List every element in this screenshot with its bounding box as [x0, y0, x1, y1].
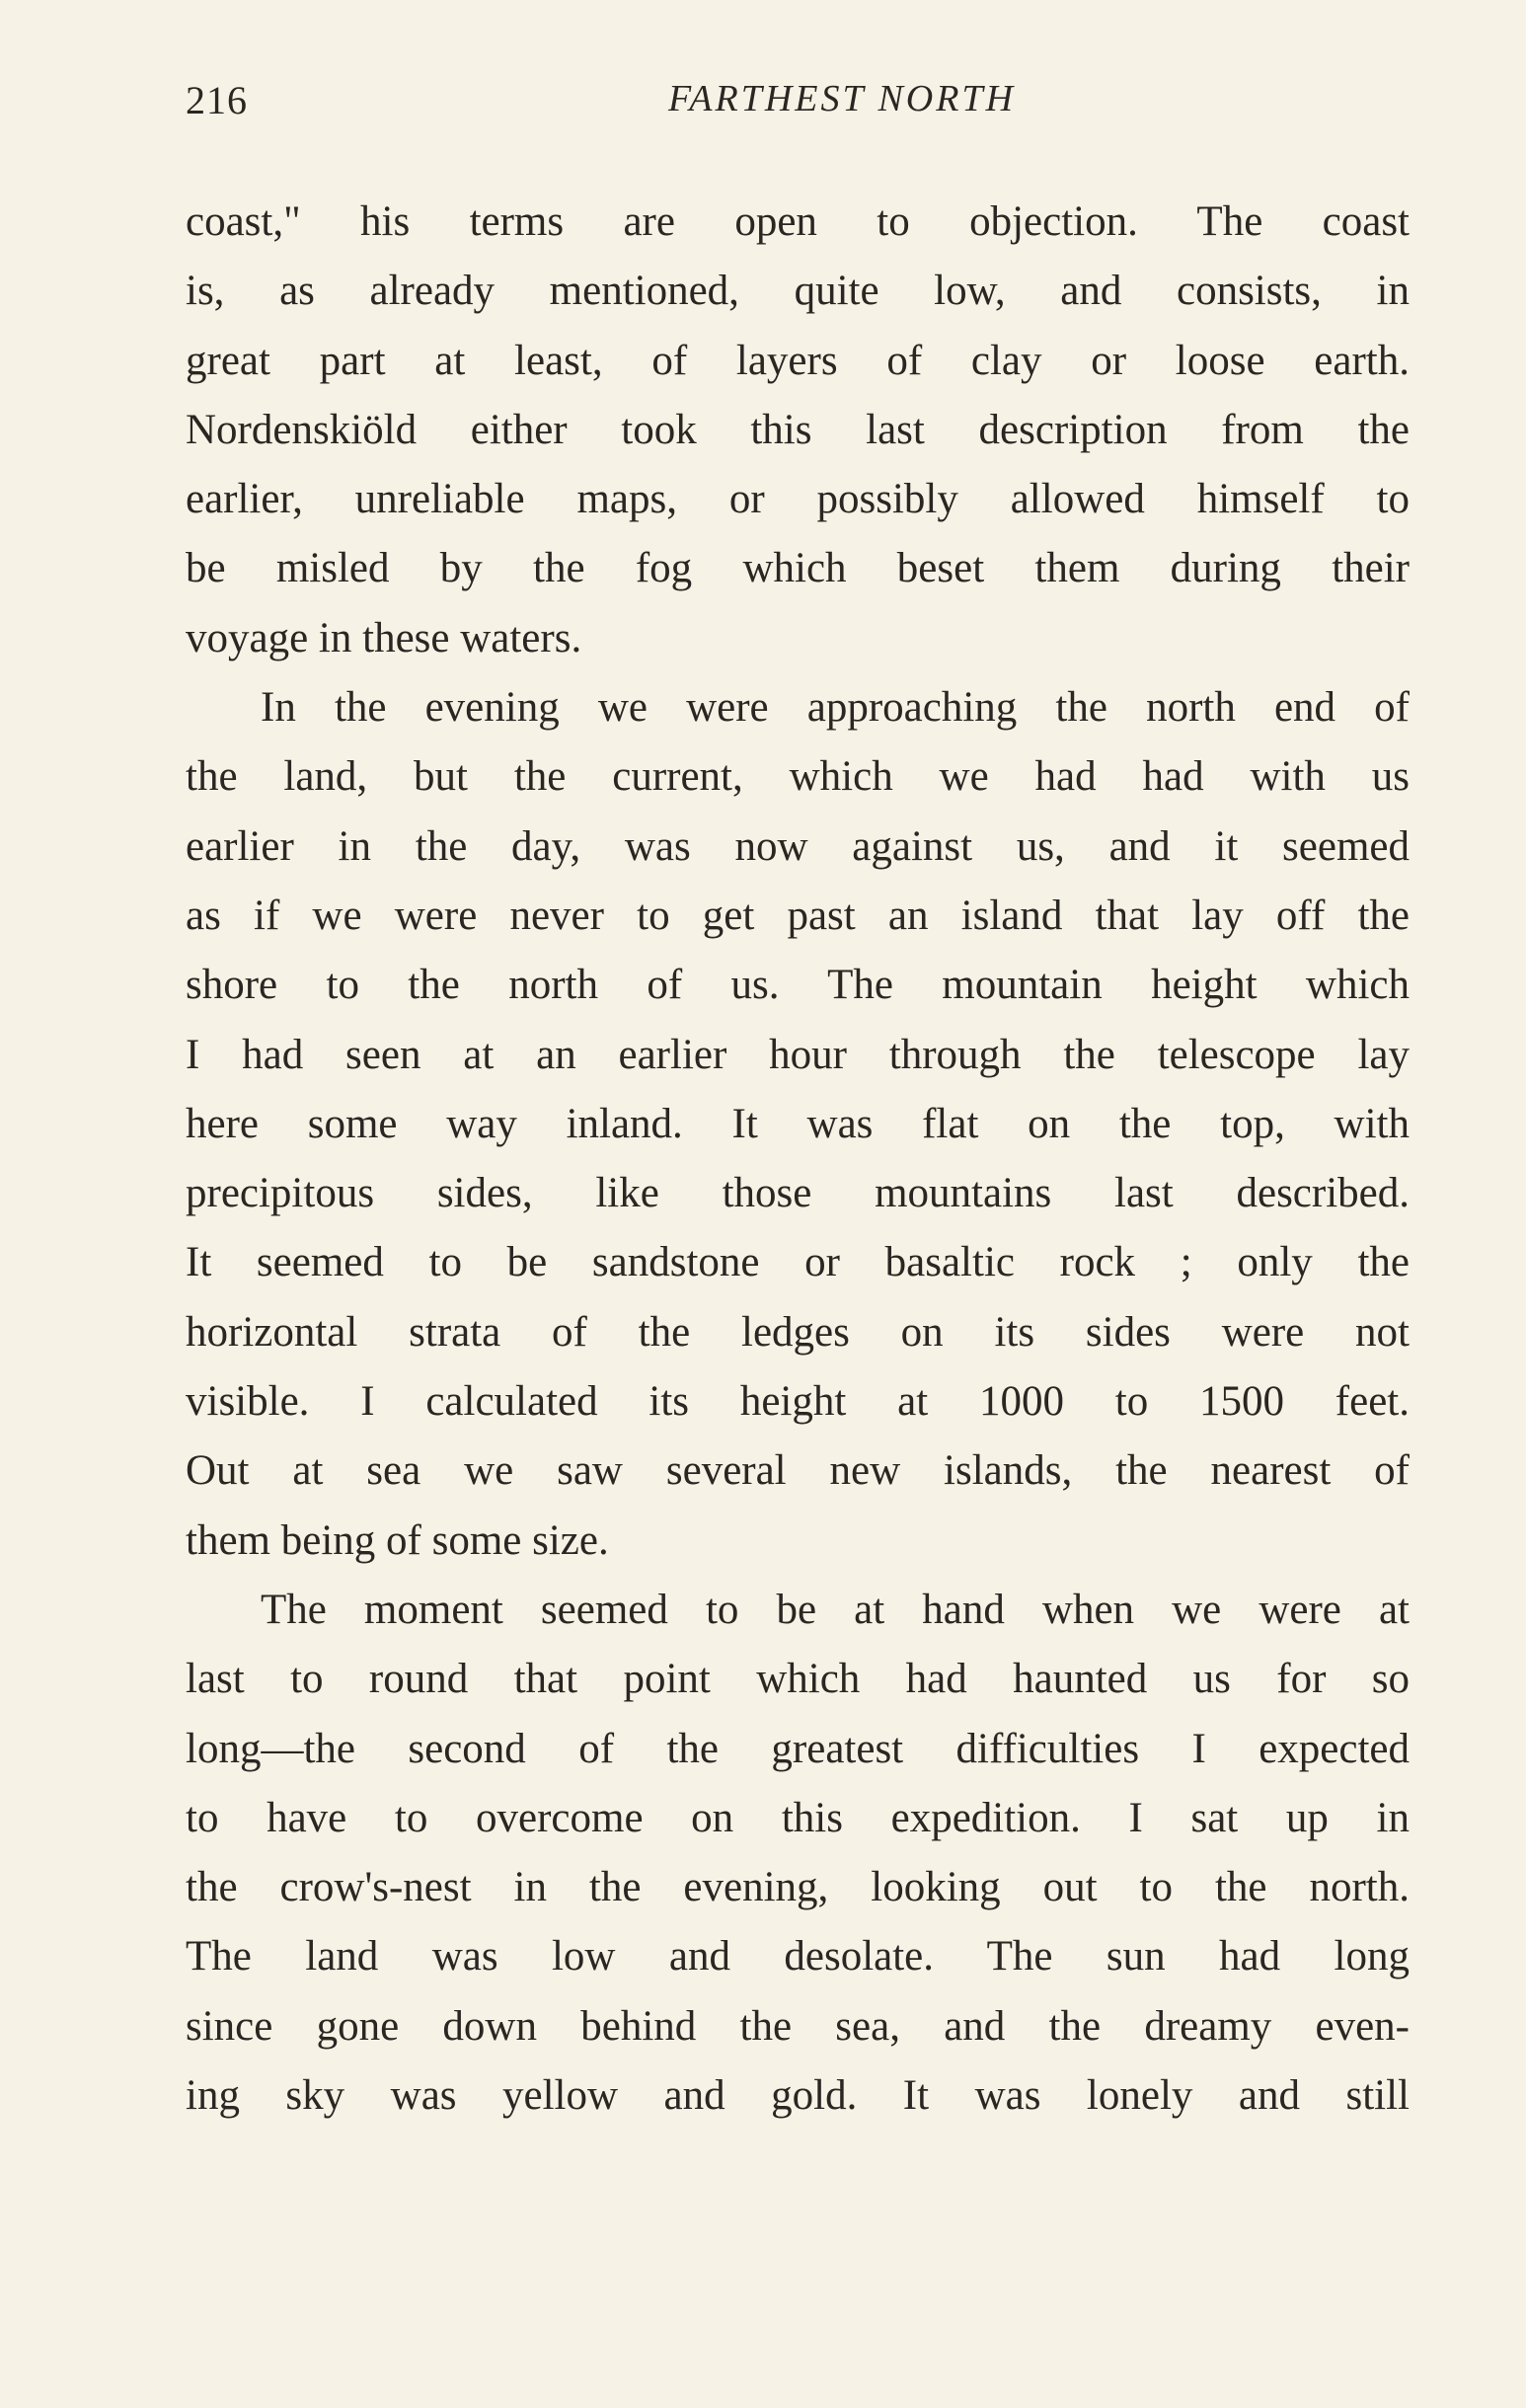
text-line: last to round that point which had haunted us for so [186, 1656, 1410, 1703]
text-line: since gone down behind the sea, and the dreamy even- [186, 2002, 1410, 2050]
running-head [186, 77, 1410, 136]
text-line: The land was low and desolate. The sun had long [186, 1933, 1410, 1981]
text-line: ing sky was yellow and gold. It was lonely and still [186, 2072, 1410, 2120]
text-line: as if we were never to get past an island that lay off the [186, 892, 1410, 939]
text-line: earlier in the day, was now against us, and it seemed [186, 822, 1410, 870]
text-line: It seemed to be sandstone or basaltic rock ; only the [186, 1239, 1410, 1286]
text-line: precipitous sides, like those mountains last described. [186, 1170, 1410, 1217]
text-line: I had seen at an earlier hour through the telescope lay [186, 1031, 1410, 1078]
text-line: here some way inland. It was flat on the top, with [186, 1100, 1410, 1147]
text-line: voyage in these waters. [186, 614, 582, 661]
text-line: the crow's-nest in the evening, looking out to the north. [186, 1864, 1410, 1911]
page-number: 216 [186, 78, 248, 122]
text-line: visible. I calculated its height at 1000 to 1500 feet. [186, 1378, 1410, 1426]
text-line: Nordenskiöld either took this last description from the [186, 406, 1410, 453]
text-line: earlier, unreliable maps, or possibly allowed himself to [186, 476, 1410, 523]
text-line: Out at sea we saw several new islands, the nearest of [186, 1447, 1410, 1495]
running-title: FARTHEST NORTH [667, 78, 1017, 119]
text-line: shore to the north of us. The mountain height which [186, 962, 1410, 1009]
body-text [186, 188, 1410, 2131]
text-line: be misled by the fog which beset them during their [186, 545, 1410, 592]
text-line: The moment seemed to be at hand when we were at [261, 1586, 1410, 1633]
text-line: to have to overcome on this expedition. I sat up in [186, 1794, 1410, 1841]
text-line: In the evening we were approaching the north end of [261, 684, 1410, 732]
text-line: horizontal strata of the ledges on its sides were not [186, 1308, 1410, 1356]
text-line: long—the second of the greatest difficulties I expected [186, 1725, 1410, 1772]
text-line: the land, but the current, which we had had with us [186, 753, 1410, 801]
text-line: them being of some size. [186, 1516, 609, 1564]
text-line: coast," his terms are open to objection. The coast [186, 198, 1410, 245]
text-line: great part at least, of layers of clay or loose earth. [186, 337, 1410, 384]
text-line: is, as already mentioned, quite low, and consists, in [186, 268, 1410, 315]
